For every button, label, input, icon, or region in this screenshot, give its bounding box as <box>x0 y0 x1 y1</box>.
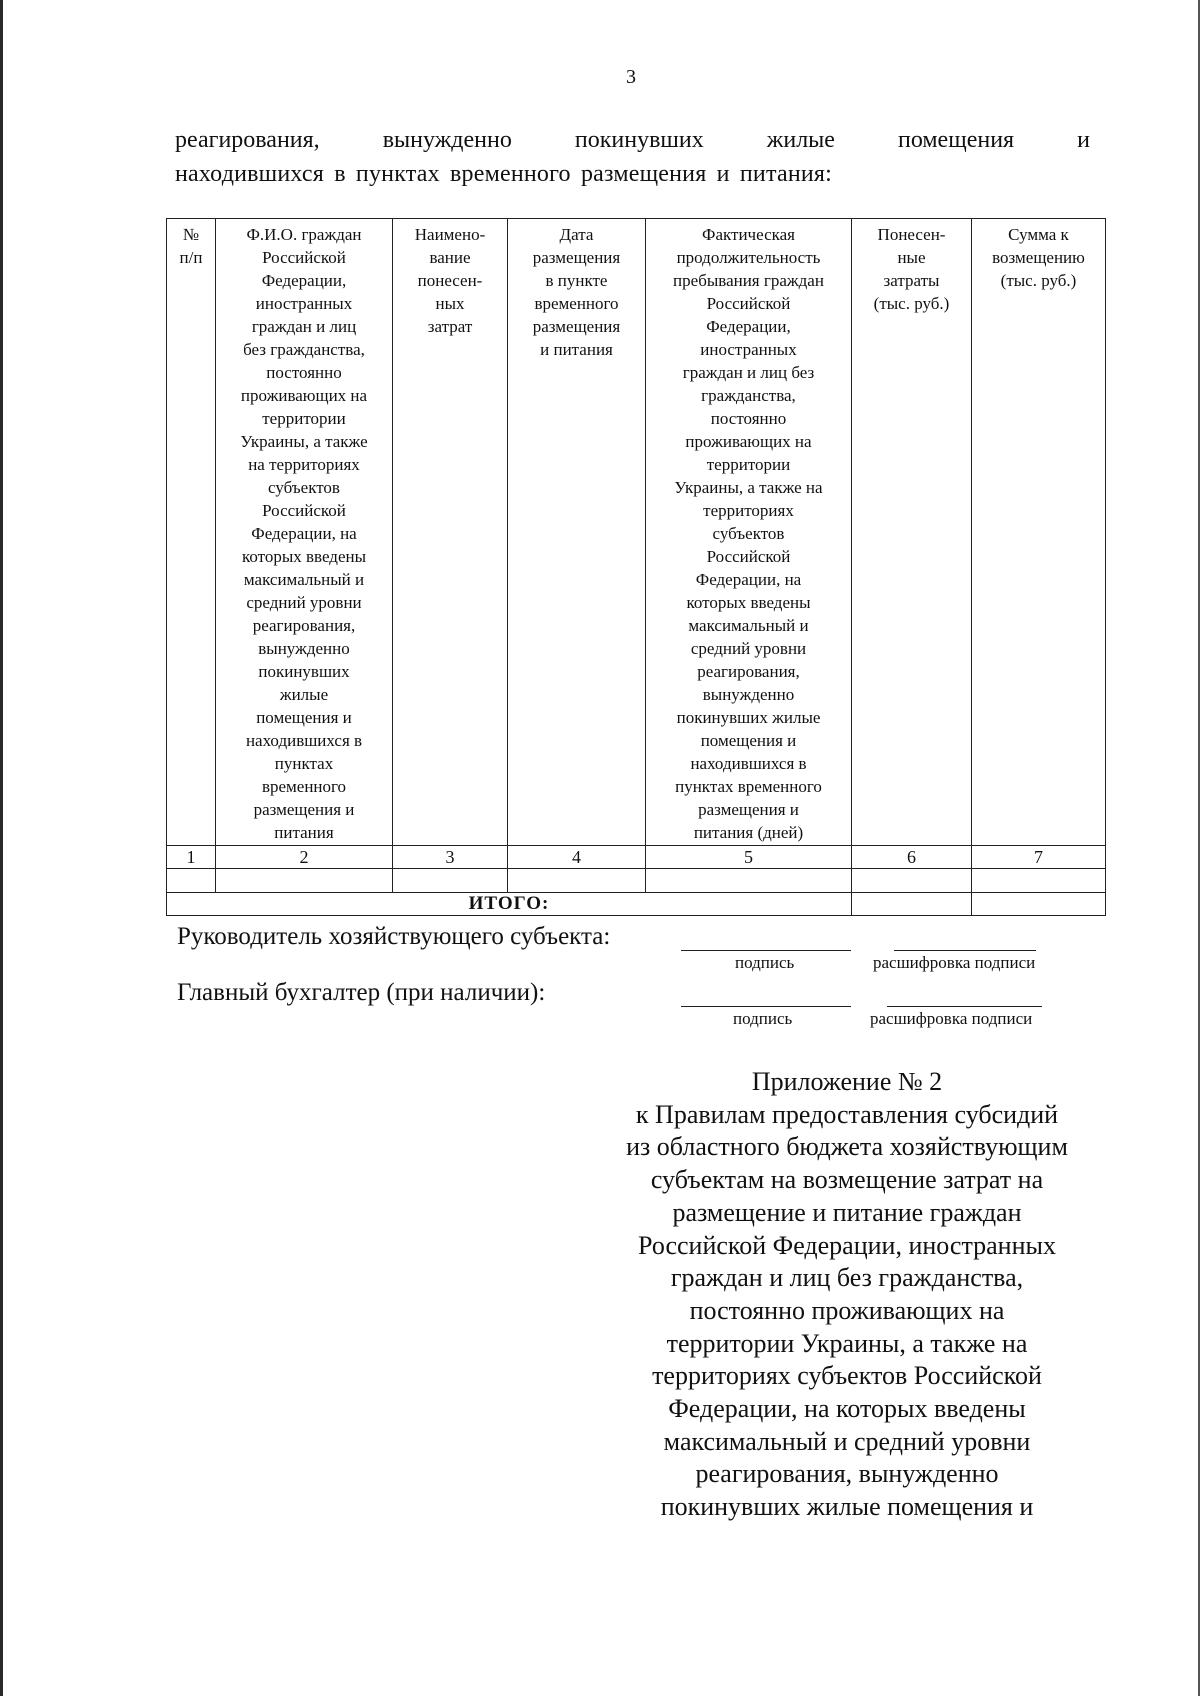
header-cell-cost-name: Наимено- вание понесен- ных затрат <box>393 219 508 846</box>
header-cell-fullname: Ф.И.О. граждан Российской Федерации, иностранных граждан и лиц без гражданства, постоянно проживающих на территории Украины, а также на территориях субъектов Российской Федерации, на которых введены максимальный и средний уровни реагирования, вынужденно покинувших жилые помещения и находившихся в пунктах временного размещения и питания <box>216 219 393 846</box>
intro-word: реагирования, <box>175 127 320 153</box>
intro-line-2: находившихся в пунктах временного размещения и питания: <box>175 161 833 187</box>
column-number: 7 <box>972 846 1106 869</box>
appendix-title: Приложение № 2 <box>751 1067 943 1096</box>
intro-word: покинувших <box>574 127 704 153</box>
accountant-signature-label: Главный бухгалтер (при наличии): <box>177 979 546 1006</box>
header-cell-refund: Сумма к возмещению (тыс. руб.) <box>972 219 1106 846</box>
scan-left-edge <box>0 0 3 1696</box>
page-number: 3 <box>626 66 636 88</box>
total-label: ИТОГО: <box>167 893 852 916</box>
appendix-line: покинувших жилые помещения и <box>660 1492 1034 1522</box>
header-cell-costs: Понесен- ные затраты (тыс. руб.) <box>852 219 972 846</box>
intro-word: помещения <box>897 127 1015 153</box>
table-cell <box>972 869 1106 893</box>
appendix-line: реагирования, вынужденно <box>695 1459 999 1489</box>
column-number: 1 <box>167 846 216 869</box>
accountant-decoding-line <box>887 1006 1042 1007</box>
accountant-signature-line <box>681 1006 851 1007</box>
head-decoding-line <box>894 950 1036 951</box>
accountant-signature-caption: подпись <box>733 1009 793 1028</box>
total-costs-cell <box>852 893 972 916</box>
table-row-empty <box>167 869 1106 893</box>
table-cell <box>508 869 646 893</box>
table-cell <box>646 869 852 893</box>
expense-table <box>166 218 1106 916</box>
column-number: 6 <box>852 846 972 869</box>
column-number-row <box>167 846 1106 869</box>
header-cell-date: Дата размещения в пункте временного размещения и питания <box>508 219 646 846</box>
appendix-line: постоянно проживающих на <box>689 1295 1005 1325</box>
header-cell-number: № п/п <box>167 219 216 846</box>
appendix-line: территориях субъектов Российской <box>652 1361 1042 1391</box>
appendix-line: из областного бюджета хозяйствующим <box>626 1132 1068 1162</box>
appendix-line: субъектам на возмещение затрат на <box>650 1165 1044 1195</box>
head-signature-caption: подпись <box>735 953 795 972</box>
appendix-line: размещение и питание граждан <box>672 1197 1022 1227</box>
accountant-decoding-caption: расшифровка подписи <box>870 1009 1033 1028</box>
total-row <box>167 893 1106 916</box>
head-signature-label: Руководитель хозяйствующего субъекта: <box>177 923 611 950</box>
table-header-row <box>167 219 1106 846</box>
header-cell-duration: Фактическая продолжительность пребывания граждан Российской Федерации, иностранных граждан и лиц без гражданства, постоянно проживающих на территории Украины, а также на территориях субъектов Российской Федерации, на которых введены максимальный и средний уровни реагирования, вынужденно покинувших жилые помещения и находившихся в пунктах временного размещения и питания (дней) <box>646 219 852 846</box>
intro-line-1 <box>175 123 1090 157</box>
intro-paragraph <box>175 123 1090 191</box>
intro-word: вынужденно <box>382 127 512 153</box>
column-number: 5 <box>646 846 852 869</box>
appendix-line: Российской Федерации, иностранных <box>638 1230 1056 1260</box>
head-decoding-caption: расшифровка подписи <box>873 953 1036 972</box>
table-cell <box>393 869 508 893</box>
column-number: 3 <box>393 846 508 869</box>
appendix-line: максимальный и средний уровни <box>663 1426 1031 1456</box>
appendix-line: территории Украины, а также на <box>666 1328 1028 1358</box>
appendix-block <box>590 1066 1104 1524</box>
table-cell <box>216 869 393 893</box>
intro-word: жилые <box>766 127 835 153</box>
table-cell <box>852 869 972 893</box>
column-number: 4 <box>508 846 646 869</box>
appendix-line: к Правилам предоставления субсидий <box>635 1099 1059 1129</box>
appendix-line: граждан и лиц без гражданства, <box>670 1263 1024 1293</box>
intro-word: и <box>1077 127 1090 153</box>
appendix-line: Федерации, на которых введены <box>668 1394 1026 1424</box>
total-refund-cell <box>972 893 1106 916</box>
head-signature-line <box>681 950 851 951</box>
table-cell <box>167 869 216 893</box>
column-number: 2 <box>216 846 393 869</box>
